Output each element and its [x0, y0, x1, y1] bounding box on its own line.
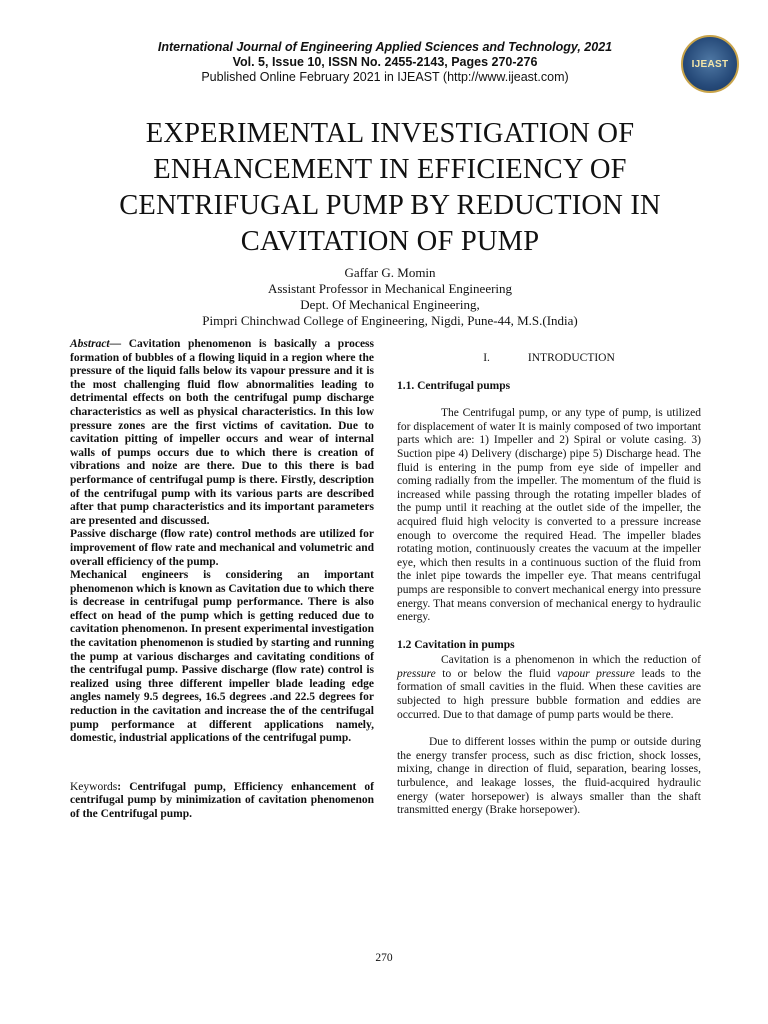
logo-text: IJEAST	[691, 58, 729, 70]
subsection-heading-cavitation: 1.2 Cavitation in pumps	[397, 638, 515, 651]
subsection-heading-centrifugal-pumps: 1.1. Centrifugal pumps	[397, 379, 511, 392]
abstract-para-2: Passive discharge (flow rate) control methods are utilized for improvement of flow rate and mechanical and volumetric and overall efficiency of the pump.	[70, 528, 374, 568]
journal-header	[130, 40, 640, 85]
page-number: 270	[375, 952, 393, 964]
journal-name: International Journal of Engineering Applied Sciences and Technology, 2021	[157, 40, 613, 54]
centrifugal-pumps-paragraph: The Centrifugal pump, or any type of pump, is utilized for displacement of water It is mainly composed of two important parts which are: 1) Impeller and 2) Spiral or volute casing. 3) Suction pipe 4) Delivery (discharge) pipe 5) Discharge head. The fluid is entering in the pump from eye side of impeller and coming radially from the impeller. The momentum of the fluid is increased while passing through the rotating impeller blades of the pump until it reaching at the outlet side of the impeller, the acquired fluid high velocity is converted to a pressure increase enough to overcome the required Head. The impeller blades rotating motion, continuously creates the vacuum at the impeller eye, which then results in a continuous suction of the fluid from the inlet pipe towards the impeller eye. That means centrifugal pumps are responsible to convert mechanical energy into pressure energy. That means conversion of mechanical energy to hydraulic energy.	[397, 407, 701, 624]
journal-published: Published Online February 2021 in IJEAST (http://www.ijeast.com)	[201, 70, 569, 84]
cavitation-paragraph	[397, 654, 701, 722]
cavitation-text-c: leads to the formation of small cavities in the fluid. When these cavities are subjected to high pressure bubble formation and eddies are occurred. Due to that damage of pump parts would be there.	[397, 667, 702, 721]
section-heading-introduction	[397, 352, 701, 366]
title-line: CAVITATION OF PUMP	[240, 226, 540, 257]
right-column	[397, 352, 701, 818]
cavitation-emphasis-vapour: vapour pressure	[557, 667, 635, 680]
journal-volume: Vol. 5, Issue 10, ISSN No. 2455-2143, Pages 270-276	[232, 55, 538, 69]
cavitation-text-b: to or below the fluid	[435, 667, 558, 680]
title-line: CENTRIFUGAL PUMP BY REDUCTION IN	[119, 190, 661, 221]
abstract-para-3: Mechanical engineers is considering an important phenomenon which is known as Cavitation due to which there is decrease in centrifugal pump performance. There is also effect on head of the pump which is getting reduced due to cavitation phenomenon. In present experimental investigation the cavitation phenomenon is studied by starting and running the pump at various discharges and cavitating conditions of the centrifugal pump. Passive discharge (flow rate) control is realized using three different impeller blade leading edge angles namely 9.5 degrees, 16.5 degrees .and 22.5 degrees for reduction in the cavitation and increase the of the centrifugal pump performance at different applications namely, domestic, industrial applications of the centrifugal pump.	[70, 569, 374, 745]
author-dept: Dept. Of Mechanical Engineering,	[300, 297, 480, 312]
ijeast-logo	[681, 35, 739, 93]
keywords	[70, 781, 374, 822]
section-title: INTRODUCTION	[527, 352, 615, 364]
keywords-text: : Centrifugal pump, Efficiency enhancement of centrifugal pump by minimization of cavitation phenomenon of the Centrifugal pump.	[70, 780, 374, 820]
cavitation-emphasis-pressure: pressure	[397, 667, 436, 680]
abstract-label: Abstract—	[70, 338, 122, 350]
title-line: ENHANCEMENT IN EFFICIENCY OF	[153, 154, 627, 185]
cavitation-text-a: Cavitation is a phenomenon in which the reduction of	[441, 654, 701, 667]
author-name: Gaffar G. Momin	[344, 265, 436, 280]
section-number: I.	[483, 352, 490, 364]
title-line: EXPERIMENTAL INVESTIGATION OF	[145, 118, 635, 149]
author-position: Assistant Professor in Mechanical Engineering	[267, 281, 513, 296]
abstract-text-1: Cavitation phenomenon is basically a process formation of bubbles of a flowing liquid in a region where the pressure of the liquid falls below its vapour pressure and it is the most challenging fluid flow abnormalities leading to detrimental effects on both the centrifugal pump discharge characteristics as well as physical characteristics. In this low pressure zones are the first victims of cavitation. Due to cavitation pitting of impeller occurs and wear of internal walls of pumps occurs due to which there is creation of vibrations and noize are there. Due to this there is bad performance of centrifugal pump is there. Firstly, description of the centrifugal pump with its various parts are described after that pump characteristics and its important parameters are presented and discussed.	[70, 338, 374, 527]
abstract-para-1	[70, 338, 374, 528]
author-block	[110, 265, 670, 329]
keywords-label: Keywords	[70, 780, 118, 793]
paper-title	[60, 116, 720, 260]
author-institute: Pimpri Chinchwad College of Engineering, Nigdi, Pune-44, M.S.(India)	[202, 313, 578, 328]
losses-paragraph: Due to different losses within the pump or outside during the energy transfer process, such as disc friction, shock losses, mixing, change in direction of fluid, separation, bearing losses, turbulence, and leakage losses, the fluid-acquired hydraulic energy (water horsepower) is always smaller than the shaft transmitted energy (Brake horsepower).	[397, 736, 701, 817]
left-column	[70, 338, 374, 822]
